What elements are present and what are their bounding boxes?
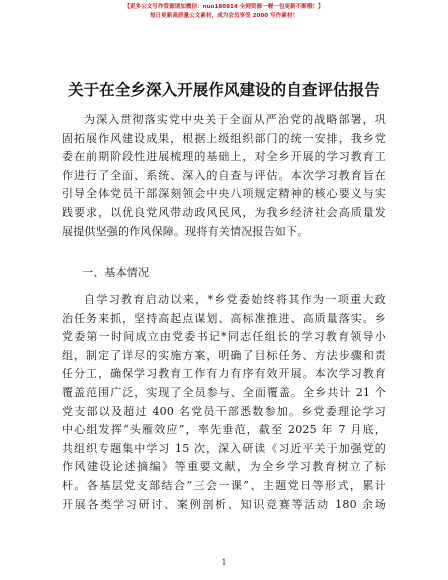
intro-line: 为深入贯彻落实党中央关于全面从严治党的战略部署，巩 <box>84 113 386 126</box>
section1-line: 作风建设论述摘编》等重要文献，为全乡学习教育树立了标 <box>62 460 386 474</box>
intro-line: 固拓展作风建设成果，根据上级组织部门的统一安排，我乡党 <box>62 131 386 145</box>
section1-line: 组，制定了详尽的实施方案，明确了目标任务、方法步骤和责 <box>62 348 386 362</box>
section1-line: 党委第一时间成立由党委书记*同志任组长的学习教育领导小 <box>62 330 386 344</box>
section1-line: 治任务来抓，坚持高起点谋划、高标准推进、高质量落实。乡 <box>62 311 386 325</box>
section1-line: 开展各类学习研讨、案例剖析、知识竞赛等活动 180 余场 <box>62 497 386 511</box>
promo-banner-line-1: 【更多公文写作资源请加微信：nuo180914 全网资源一喔一包更新不断哦！】 <box>124 4 324 10</box>
section1-line: 自学习教育启动以来，*乡党委始终将其作为一项重大政 <box>84 293 386 306</box>
section1-line: 杆。各基层党支部结合“三会一课”、主题党日等形式，累计 <box>62 478 386 492</box>
section1-line: 中心组发挥“头雁效应”，率先垂范，截至 2025 年 7 月底， <box>62 423 386 437</box>
section1-line: 任分工，确保学习教育工作有力有序有效开展。本次学习教育 <box>62 367 386 381</box>
section1-line: 党支部以及超过 400 名党员干部悉数参加。乡党委理论学习 <box>62 404 386 418</box>
intro-line: 引导全体党员干部深刻领会中央八项规定精神的核心要义与实 <box>62 187 386 201</box>
intro-line: 委在前期阶段性进展梳理的基础上，对全乡开展的学习教育工 <box>62 150 386 164</box>
promo-banner <box>0 3 448 21</box>
intro-paragraph <box>62 111 386 241</box>
section-heading-basic: 一、基本情况 <box>82 266 150 279</box>
intro-line: 践要求，以优良党风带动政风民风，为我乡经济社会高质量发 <box>62 205 386 219</box>
section1-paragraph <box>62 291 386 514</box>
intro-line: 作进行了全面、系统、深入的自查与评估。本次学习教育旨在 <box>62 168 386 182</box>
promo-banner-line-2: 每日更新高质量公文素材，成为会员享受 2000 写作素材！ <box>149 13 299 19</box>
section1-line: 共组织专题集中学习 15 次，深入研读《习近平关于加强党的 <box>62 441 386 455</box>
document-title: 关于在全乡深入开展作风建设的自查评估报告 <box>68 81 380 99</box>
page-number: 1 <box>221 558 227 567</box>
section1-line: 覆盖范围广泛，实现了全员参与、全面覆盖。全乡共计 21 个 <box>62 385 386 399</box>
intro-line: 展提供坚强的作风保障。现将有关情况报告如下。 <box>62 224 309 238</box>
